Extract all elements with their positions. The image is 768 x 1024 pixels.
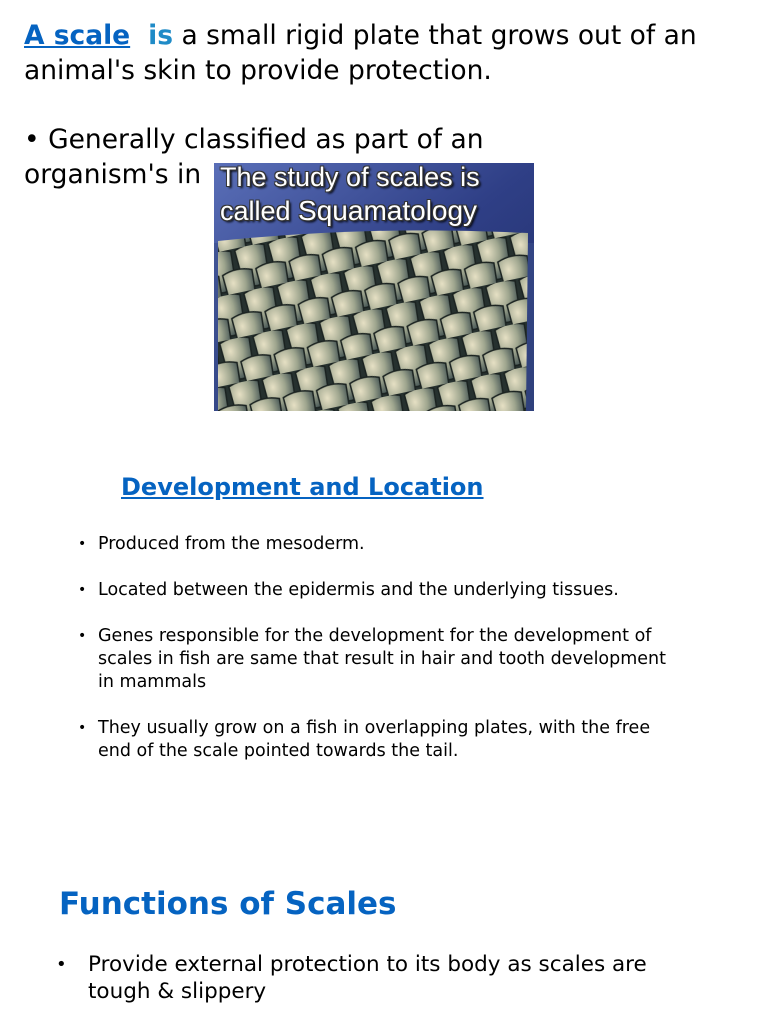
functions-list — [56, 951, 656, 1005]
list-item-text: Produced from the mesoderm. — [98, 534, 365, 554]
list-item-text: Located between the epidermis and the underlying tissues. — [98, 580, 619, 600]
list-item — [78, 579, 678, 602]
definition-verb: is — [148, 20, 174, 51]
caption-term: Squamatology — [298, 195, 478, 226]
list-item — [78, 625, 678, 694]
list-item — [78, 717, 678, 763]
functions-heading: Functions of Scales — [59, 886, 397, 922]
list-item — [56, 951, 656, 1005]
list-item-text: Provide external protection to its body as scales are tough & slippery — [88, 952, 647, 1004]
development-list — [78, 533, 678, 786]
caption-line-1: The study of scales is — [220, 163, 480, 192]
bullet-icon: • — [78, 720, 87, 736]
bullet-icon: • — [78, 582, 87, 598]
scale-term-link[interactable]: A scale — [24, 20, 131, 51]
caption-prefix: called — [220, 196, 299, 226]
fish-scales-image — [214, 163, 534, 411]
bullet-icon: • — [78, 628, 87, 644]
development-location-heading[interactable]: Development and Location — [121, 473, 484, 501]
bullet-icon: • — [78, 536, 87, 552]
list-item-text: They usually grow on a fish in overlapping plates, with the free end of the scale pointed towards the tail. — [98, 718, 651, 761]
bullet-dot: • — [24, 124, 40, 155]
classification-text: Generally classified as part of an organism's in — [24, 124, 484, 190]
list-item — [78, 533, 678, 556]
list-item-text: Genes responsible for the development for the development of scales in fish are same that result in hair and tooth development in mammals — [98, 626, 667, 692]
bullet-icon: • — [56, 954, 67, 975]
definition-text: a small rigid plate that grows out of an animal's skin to provide protection. — [24, 20, 697, 86]
image-caption — [220, 163, 534, 228]
definition-paragraph — [24, 18, 744, 88]
